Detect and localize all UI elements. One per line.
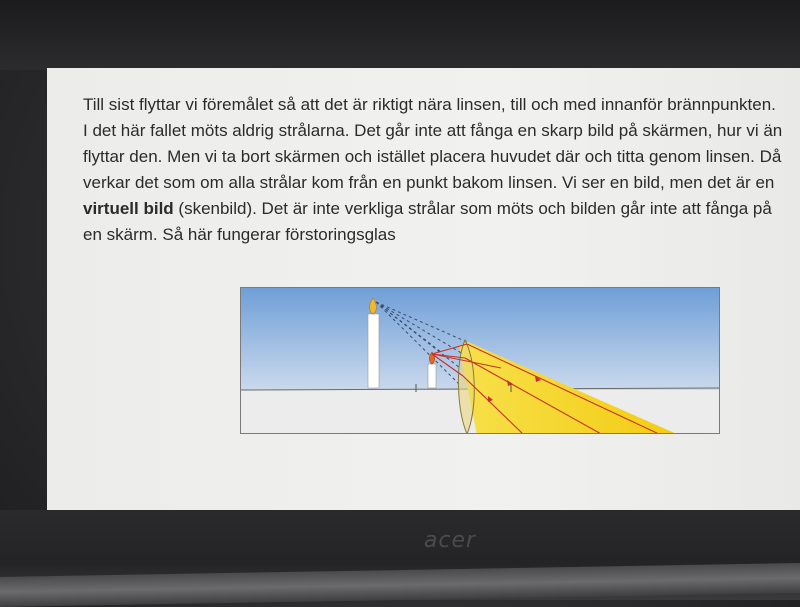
virtual-candle xyxy=(368,314,379,388)
paragraph-text-before: Till sist flyttar vi föremålet så att det är riktigt nära linsen, till och med innanför brännpunkten. I det här fallet möts aldrig strålarna. Det går inte att fånga en skarp bild på skärmen, hur vi än flyttar den. Men vi ta bort skärmen och istället placera huvudet där och titta genom linsen. Då verkar det som om alla strålar kom från en punkt bakom linsen. Vi ser en bild, men det är en xyxy=(83,95,783,192)
lens-diagram xyxy=(240,287,720,434)
object-candle xyxy=(428,364,436,388)
brand-logo: acer xyxy=(423,528,477,553)
slide-screen xyxy=(47,68,800,510)
slide-paragraph xyxy=(83,92,783,248)
term-virtual-image: virtuell bild xyxy=(83,199,174,218)
monitor-bezel-top xyxy=(0,0,800,70)
paragraph-text-after: (skenbild). Det är inte verkliga strålar som möts och bilden går inte att fånga på en skärm. Så här fungerar förstoringsglas xyxy=(83,199,772,244)
lens-diagram-svg xyxy=(241,288,720,434)
